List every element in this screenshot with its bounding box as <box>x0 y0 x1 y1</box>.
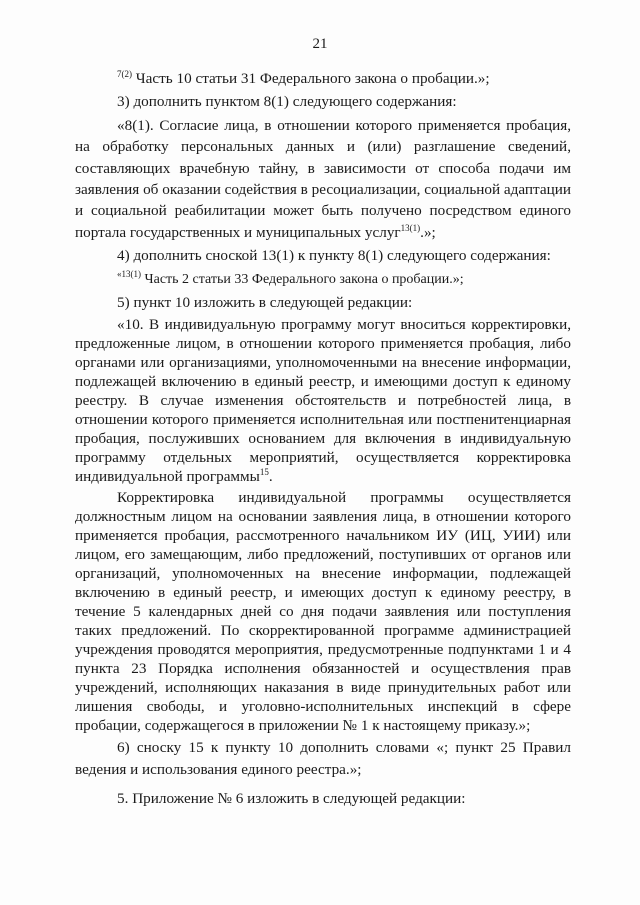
clause-10-paragraph: «10. В индивидуальную программу могут вноситься корректировки, предложенные лицом, в отношении которого применяется пробация, либо органами или организациями, уполномоченными на внесение информации, подлежащей включению в единый реестр, и имеющими доступ к единому реестру. В случае изменения обстоятельств и потребностей лица, в отношении которого применяется исполнительная или постпенитенциарная пробация, послуживших основанием для включения в индивидуальную программу отдельных мероприятий, осуществляется корректировка индивидуальной программы$^{15}$. <box>75 316 571 486</box>
footnote-13-1-text: $^{«13(1)}$ Часть 2 статьи 33 Федерального закона о пробации.»; <box>117 268 464 287</box>
footnote-reference: 13(1) <box>400 222 421 233</box>
footnote-7-2-text: $^{7(2)}$ Часть 10 статьи 31 Федерального закона о пробации.»; <box>117 69 490 87</box>
clause-8-1-paragraph: «8(1). Согласие лица, в отношении которого применяется пробация, на обработку персональных данных и (или) разглашение сведений, составляющих врачебную тайну, в зависимости от способа подачи им заявления об оказании содействия в ресоциализации, социальной адаптации и социальной реабилитации может быть получено посредством единого портала государственных и муниципальных услуг$^{13(1)}$.»; <box>75 116 571 241</box>
document-body <box>75 68 571 810</box>
item-5-paragraph: 5) пункт 10 изложить в следующей редакции: <box>117 294 413 312</box>
item-3-paragraph: 3) дополнить пунктом 8(1) следующего содержания: <box>117 93 457 111</box>
correction-paragraph: Корректировка индивидуальной программы осуществляется должностным лицом на основании заявления лица, в отношении которого применяется пробация, рассмотренного начальником ИУ (ИЦ, УИИ) или лицом, его замещающим, либо предложений, поступивших от органов или организаций, уполномоченных на внесение информации, подлежащей включению в единый реестр, и имеющих доступ к единому реестру, в течение 5 календарных дней со дня подачи заявления или поступления таких предложений. По скорректированной программе администрацией учреждения проводятся мероприятия, предусмотренные подпунктами 1 и 4 пункта 23 Порядка исполнения обязанностей и осуществления прав учреждений, исполняющих наказания в виде принудительных работ или лишения свободы, и уголовно-исполнительных инспекций в сфере пробации, содержащегося в приложении № 1 к настоящему приказу.»; <box>75 489 571 735</box>
item-4-paragraph: 4) дополнить сноской 13(1) к пункту 8(1) следующего содержания: <box>117 247 551 265</box>
footnote-marker: 7(2) <box>117 69 132 79</box>
section-5-paragraph: 5. Приложение № 6 изложить в следующей редакции: <box>117 790 466 808</box>
footnote-marker: «13(1) <box>117 268 141 279</box>
item-6-paragraph: 6) сноску 15 к пункту 10 дополнить словами «; пункт 25 Правил ведения и использования единого реестра.»; <box>75 739 571 778</box>
page-number: 21 <box>312 36 328 52</box>
footnote-reference: 15 <box>259 467 269 478</box>
